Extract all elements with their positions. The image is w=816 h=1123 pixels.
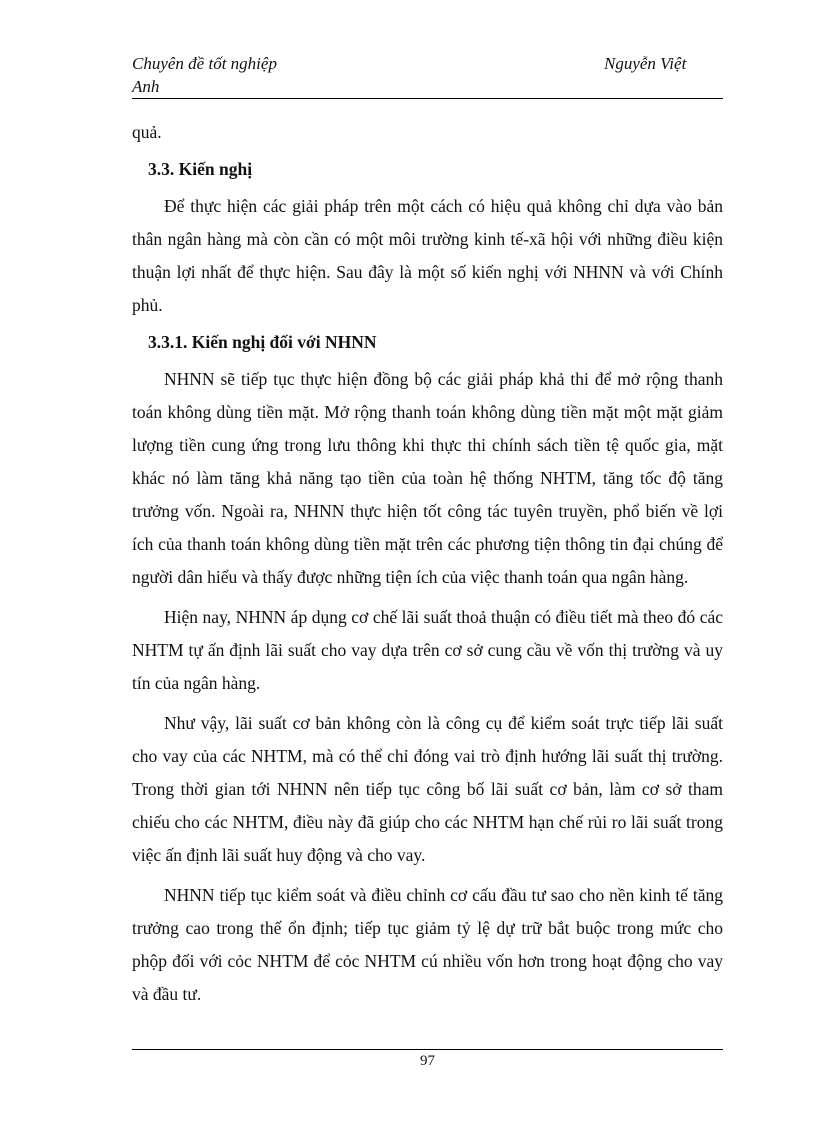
- header-right: Nguyễn Việt: [604, 54, 687, 73]
- header-left-line1: Chuyên đề tốt nghiệp: [132, 54, 277, 73]
- subsection-heading: 3.3.1. Kiến nghị đối với NHNN: [148, 332, 377, 352]
- paragraph: NHNN sẽ tiếp tục thực hiện đồng bộ các giải pháp khả thi để mở rộng thanh toán không dùng tiền mặt. Mở rộng thanh toán không dùng tiền mặt một mặt giảm lượng tiền cung ứng trong lưu thông khi thực thi chính sách tiền tệ quốc gia, mặt khác nó làm tăng khả năng tạo tiền của toàn hệ thống NHTM, tăng tốc độ tăng trưởng vốn. Ngoài ra, NHNN thực hiện tốt công tác tuyên truyền, phổ biến về lợi ích của thanh toán không dùng tiền mặt trên các phương tiện thông tin đại chúng để người dân hiểu và thấy được những tiện ích của việc thanh toán qua ngân hàng.: [132, 369, 723, 587]
- paragraph: Hiện nay, NHNN áp dụng cơ chế lãi suất thoả thuận có điều tiết mà theo đó các NHTM tự ấn định lãi suất cho vay dựa trên cơ sở cung cầu về vốn thị trường và uy tín của ngân hàng.: [132, 607, 723, 693]
- page-number: 97: [420, 1053, 435, 1069]
- footer-divider: [132, 1049, 723, 1050]
- document-body: [132, 116, 723, 1011]
- paragraph-continuation: quả.: [132, 122, 162, 142]
- paragraph: Như vậy, lãi suất cơ bản không còn là công cụ để kiểm soát trực tiếp lãi suất cho vay của các NHTM, mà có thể chỉ đóng vai trò định hướng lãi suất thị trường. Trong thời gian tới NHNN nên tiếp tục công bố lãi suất cơ bản, làm cơ sở tham chiếu cho các NHTM, điều này đã giúp cho các NHTM hạn chế rủi ro lãi suất trong việc ấn định lãi suất huy động và cho vay.: [132, 713, 723, 865]
- section-heading: 3.3. Kiến nghị: [148, 159, 253, 179]
- paragraph: Để thực hiện các giải pháp trên một cách có hiệu quả không chỉ dựa vào bản thân ngân hàng mà còn cần có một môi trường kinh tế-xã hội với những điều kiện thuận lợi nhất để thực hiện. Sau đây là một số kiến nghị với NHNN và với Chính phủ.: [132, 196, 723, 315]
- header-left: [132, 52, 277, 98]
- page-header: [132, 52, 723, 99]
- paragraph: NHNN tiếp tục kiểm soát và điều chỉnh cơ cấu đầu tư sao cho nền kinh tế tăng trưởng cao trong thế ổn định; tiếp tục giảm tỷ lệ dự trữ bắt buộc trong mức cho phộp đối với cỏc NHTM để cỏc NHTM cú nhiều vốn hơn trong hoạt động cho vay và đầu tư.: [132, 885, 723, 1004]
- header-left-line2: Anh: [132, 77, 160, 96]
